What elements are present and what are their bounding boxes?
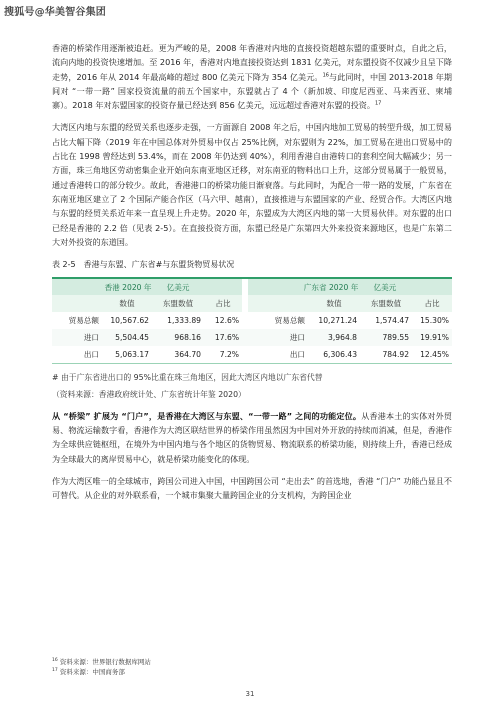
table-cell: 12.45% bbox=[412, 346, 452, 363]
table-row bbox=[52, 329, 452, 346]
footnote-ref-16[interactable]: 16 bbox=[322, 71, 329, 78]
gd-header-asean: 东盟数值 bbox=[360, 295, 412, 312]
table-cell: 17.6% bbox=[204, 329, 242, 346]
table-note: # 由于广东省进出口的 95%比重在珠三角地区，因此大湾区内地以广东省代替 bbox=[52, 372, 323, 382]
table-cell: 10,567.62 bbox=[102, 312, 152, 329]
footnote-16 bbox=[52, 657, 452, 667]
paragraph-2: 大湾区内地与东盟的经贸关系也逐步走强，一方面源自 2008 年之后，中国内地加工贸易的转型升级，加工贸易占比大幅下降（2019 年在中国总体对外贸易中仅占 25%比例，对东盟则为 22%，加工贸易在进出口贸易中的占比在 1998 曾经达到 53.4%，而在 2008 年仍达到 40%），利用香港自由港转口的套利空间大幅减少；另一方面，珠三角地区劳动密集企业开始向东南亚地区迁移，对东南亚的物料出口上升，这部分贸易属于一般贸易，通过香港转口的部分较少。故此，香港港口的桥梁功能日渐衰落。与此同时，为配合一带一路的发展，广东省在东南亚地区建立了 2 个国际产能合作区（马六甲、越南），直接推进与东盟国家的产业、经贸合作。大湾区内地与东盟的经贸关系近年来一直呈现上升走势。2020 年，东盟成为大湾区内地的第一大贸易伙伴。对东盟的出口已经是香港的 2.2 倍（见表 2-5）。在直接投资方面，东盟已经是广东第四大外来投资来源地区，也是广东第二大对外投资的东道国。 bbox=[52, 122, 452, 247]
hk-header-share: 占比 bbox=[204, 295, 242, 312]
hk-header-asean: 东盟数值 bbox=[152, 295, 204, 312]
table-cell: 364.70 bbox=[152, 346, 204, 363]
gd-header-share: 占比 bbox=[412, 295, 452, 312]
table-cell: 5,063.17 bbox=[102, 346, 152, 363]
paragraph-1-text-a: 香港的桥梁作用逐渐被追赶。更为严峻的是，2008 年香港对内地的直接投资超越东盟的重要时点，自此之后，流向内地的投资快速增加。至 2016 年，香港对内地直接投资达到 1831 亿美元，对东盟投资不仅减少且呈下降走势，2016 年从 2014 年最高峰的超过 800 亿美元下降为 354 亿美元。 bbox=[52, 43, 452, 82]
footnote-ref-17[interactable]: 17 bbox=[375, 100, 382, 107]
table-cell: 6,306.43 bbox=[308, 346, 360, 363]
footnote-number: 17 bbox=[52, 667, 58, 673]
paragraph-3-bold: 从 “桥梁” 扩展为 “门户”，是香港在大湾区与东盟、“一带一路” 之间的功能定位。 bbox=[52, 410, 362, 421]
gd-row-label: 贸易总额 bbox=[248, 312, 308, 329]
table-cell: 1,333.89 bbox=[152, 312, 204, 329]
footnote-number: 16 bbox=[52, 657, 58, 663]
table-cell: 968.16 bbox=[152, 329, 204, 346]
table-cell: 10,271.24 bbox=[308, 312, 360, 329]
table-cell: 789.55 bbox=[360, 329, 412, 346]
paragraph-3 bbox=[52, 409, 452, 466]
footnote-text: 资料来源：世界银行数据库网站 bbox=[59, 658, 151, 666]
trade-table bbox=[52, 277, 452, 364]
paragraph-1 bbox=[52, 41, 452, 112]
hk-header-value: 数值 bbox=[102, 295, 152, 312]
gd-row-label: 进口 bbox=[248, 329, 308, 346]
gd-row-label: 出口 bbox=[248, 346, 308, 363]
watermark: 搜狐号@华美智谷集团 bbox=[4, 7, 106, 18]
hk-header-blank bbox=[52, 295, 102, 312]
hk-row-label: 贸易总额 bbox=[52, 312, 102, 329]
table-cell: 5,504.45 bbox=[102, 329, 152, 346]
gd-band-header: 广东省 2020 年 亿美元 bbox=[248, 278, 452, 295]
table-band-row bbox=[52, 278, 452, 295]
table-source: （资料来源：香港政府统计处、广东省统计年鉴 2020） bbox=[52, 389, 246, 399]
page-content bbox=[52, 41, 452, 502]
hk-row-label: 进口 bbox=[52, 329, 102, 346]
footnotes bbox=[52, 657, 452, 677]
table-caption: 表 2-5 香港与东盟、广东省#与东盟货物贸易状况 bbox=[52, 260, 235, 270]
gd-header-blank bbox=[248, 295, 308, 312]
table-cell: 15.30% bbox=[412, 312, 452, 329]
table-row bbox=[52, 312, 452, 329]
table-cell: 784.92 bbox=[360, 346, 412, 363]
table-cell: 7.2% bbox=[204, 346, 242, 363]
gd-header-value: 数值 bbox=[308, 295, 360, 312]
table-cell: 12.6% bbox=[204, 312, 242, 329]
hk-row-label: 出口 bbox=[52, 346, 102, 363]
paragraph-3-text: 从香港本土的实体对外贸易、物流运输数字看，香港作为大湾区联结世界的桥梁作用虽然因为中国对外开放的持续而消减，但是，香港作为全球供应链枢纽，在境外为中国内地与各个地区的货物贸易、物流联系的桥梁功能，则持续上升，香港已经成为全球最大的离岸贸易中心，就是桥梁功能变化的体现。 bbox=[52, 410, 452, 464]
hk-band-header: 香港 2020 年 亿美元 bbox=[52, 278, 242, 295]
table-cell: 3,964.8 bbox=[308, 329, 360, 346]
table-cell: 1,574.47 bbox=[360, 312, 412, 329]
table-header-row bbox=[52, 295, 452, 312]
table-cell: 19.91% bbox=[412, 329, 452, 346]
paragraph-1-text-b: 与此同时，中国 2013-2018 年期间对 “一带一路” 国家投资流量的前五个国家中，东盟就占了 4 个（新加坡、印度尼西亚、马来西亚、柬埔寨）。2018 年对东盟国家的投资存量已经达到 856 亿美元，远远超过香港对东盟的投资。 bbox=[52, 71, 452, 111]
footnote-17 bbox=[52, 667, 452, 677]
footnote-text: 资料来源：中国商务部 bbox=[59, 668, 125, 676]
paragraph-4: 作为大湾区唯一的全球城市，跨国公司进入中国，中国跨国公司 “走出去” 的首选地，香港 “门户” 功能凸显且不可替代。从企业的对外联系看，一个城市集聚大量跨国企业的分支机构，为跨国企业 bbox=[52, 475, 452, 501]
page-number: 31 bbox=[245, 690, 255, 698]
table-row bbox=[52, 346, 452, 363]
